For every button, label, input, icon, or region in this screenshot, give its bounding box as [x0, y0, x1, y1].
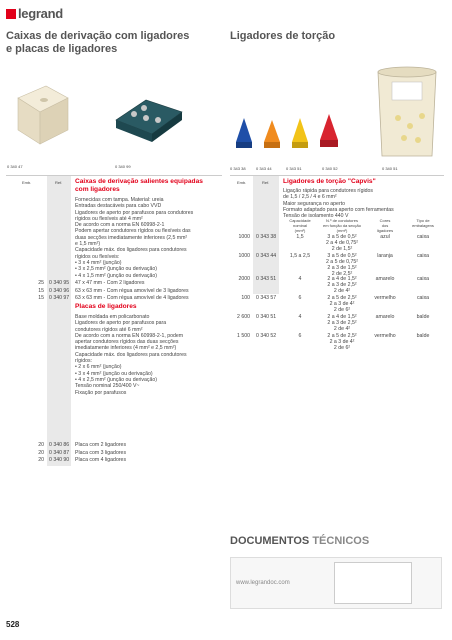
row-emb: 15: [38, 287, 44, 294]
row-packaging: balde: [416, 314, 430, 320]
row-conductors: 2 de 6²: [333, 345, 351, 351]
row-conductors: 2 a 3 de 2,5²: [327, 320, 357, 326]
doc-title-a: DOCUMENTOS: [230, 535, 310, 547]
twist-connector-yellow: [292, 118, 308, 148]
photo-caption: 0 340 51: [382, 166, 398, 171]
row-capacity: 1,5: [296, 234, 304, 240]
row-desc: 63 x 63 mm - Com régua amovível de 4 ligadores: [75, 295, 189, 302]
table-rule: [6, 175, 222, 176]
row-emb: 20: [38, 442, 44, 448]
legrand-logo: [6, 6, 63, 21]
description-line: rígidos:: [75, 358, 93, 365]
legrandoc-link[interactable]: www.legrandoc.com: [236, 580, 290, 586]
photo-caption: 0 340 52: [322, 166, 338, 171]
row-emb: 25: [38, 280, 44, 286]
row-ref: 0 340 51: [256, 314, 277, 320]
row-emb: 2 600: [237, 314, 250, 320]
doc-title-b: TÉCNICOS: [312, 535, 370, 547]
row-color: amarelo: [375, 276, 395, 282]
row-capacity: 6: [298, 295, 302, 301]
terminal-block-image: [116, 100, 182, 142]
row-capacity: 4: [298, 314, 302, 320]
row-desc: Placa com 2 ligadores: [75, 442, 127, 448]
photo-caption: 0 340 47: [7, 164, 23, 169]
section-description: [75, 314, 225, 396]
col-header-emb: Emb.: [22, 180, 32, 185]
title-left-line-2: e placas de ligadores: [6, 43, 118, 55]
description-line: • 4 x 2,5 mm² (junção ou derivação): [75, 376, 157, 383]
product-photos-left: [6, 60, 206, 160]
row-capacity: 6: [298, 333, 302, 339]
section-heading: Placas de ligadores: [75, 303, 137, 310]
row-conductors: 2 de 6²: [333, 307, 351, 313]
description-line: Fixação por parafusos: [75, 389, 127, 396]
col-header-line: Cores: [379, 218, 391, 223]
col-header-line: ligadores: [376, 227, 394, 233]
section-title-left: [6, 30, 206, 56]
description-line: • 4 x 1,5 mm² (junção ou derivação): [75, 272, 157, 279]
row-packaging: caixa: [416, 253, 430, 259]
document-preview-thumbnail: [334, 562, 412, 604]
row-packaging: caixa: [416, 295, 430, 301]
row-conductors: 2 de 4²: [333, 288, 351, 294]
description-line: Podem apertar condutores rígidos ou flexíveis das: [75, 228, 191, 235]
row-emb: 15: [38, 295, 44, 302]
logo-text: legrand: [18, 6, 63, 21]
col-header-line: (mm²): [336, 227, 348, 233]
description-line: Capacidade máx. dos ligadores para condutores: [75, 351, 187, 358]
row-emb: 1000: [238, 234, 250, 240]
description-line: rígidos ou flexíveis até 4 mm²: [75, 215, 143, 222]
description-line: apertar condutores rígidos das duas secções: [75, 339, 179, 346]
ref-column-bg: [47, 176, 71, 466]
row-ref: 0 343 38: [256, 234, 277, 240]
col-header-colors: [370, 219, 400, 233]
row-color: azul: [380, 234, 390, 240]
row-conductors: 2 de 1,5²: [331, 246, 353, 252]
photo-caption: 0 340 99: [115, 164, 131, 169]
description-line: • 3 x 4 mm² (junção ou derivação): [75, 370, 153, 377]
row-conductors: 3 a 5 de 0,5²: [327, 234, 357, 240]
description-line: • 2 x 6 mm² (junção): [75, 364, 122, 371]
row-desc: Placa com 3 ligadores: [75, 449, 127, 456]
row-emb: 1000: [238, 253, 250, 259]
row-ref: 0 340 90: [49, 457, 70, 464]
twist-connector-blue: [236, 118, 252, 148]
description-line: Tensão nominal 250/400 V~: [75, 383, 140, 390]
twist-connector-red: [320, 114, 338, 147]
description-line: de 1,5 / 2,5 / 4 e 6 mm²: [283, 194, 337, 201]
connector-bucket-image: [378, 67, 436, 156]
col-header-line: Capacidade: [289, 218, 311, 223]
row-conductors: 2 a 5 de 0,75²: [325, 259, 358, 265]
description-line: rígidos ou flexíveis:: [75, 253, 120, 260]
row-ref: 0 340 96: [49, 287, 70, 294]
description-line: duas secções imediatamente inferiores (2,5 mm²: [75, 234, 188, 241]
page-number: 528: [6, 620, 20, 629]
description-line: Ligadores de aperto por parafusos para condutores: [75, 209, 194, 216]
logo-mark: [6, 9, 16, 19]
section-description: [75, 197, 225, 279]
col-header-line: Tipo de: [416, 218, 430, 223]
row-capacity: 1,5 a 2,5: [289, 253, 311, 259]
row-conductors: 2 de 4²: [333, 326, 351, 332]
row-ref: 0 340 95: [49, 280, 70, 286]
twist-connector-orange: [264, 120, 280, 148]
row-desc: 63 x 63 mm - Com régua amovível de 3 ligadores: [75, 287, 189, 294]
row-ref: 0 343 44: [256, 253, 277, 259]
row-ref: 0 340 86: [49, 442, 70, 448]
col-header-emb: Emb.: [237, 180, 247, 185]
row-ref: 0 343 57: [256, 295, 277, 301]
col-header-line: nominal: [292, 222, 307, 228]
col-header-line: dos: [381, 222, 389, 228]
documentos-tecnicos-title: [230, 535, 369, 547]
description-line: Capacidade máx. dos ligadores para condutores: [75, 247, 187, 254]
col-header-line: em função da secção: [322, 222, 362, 228]
row-emb: 100: [241, 295, 250, 301]
description-line: Fornecidas com tampa. Material: ureia: [75, 197, 164, 203]
photo-caption: 0 343 38: [230, 166, 246, 171]
row-color: vermelho: [374, 295, 396, 301]
row-packaging: caixa: [416, 276, 430, 282]
row-conductors: 2 a 5 de 2,5²: [327, 295, 357, 301]
row-emb: 20: [38, 457, 44, 464]
description-line: Formato adaptado para aperto com ferramentas: [283, 206, 394, 213]
row-conductors: 2 a 5 de 2,5²: [327, 333, 357, 339]
title-left-line-1: Caixas de derivação com ligadores: [6, 30, 190, 42]
section-description: [283, 188, 448, 219]
col-header-ref: Ref.: [55, 180, 63, 185]
row-conductors: 2 a 3 de 2,5²: [327, 282, 357, 288]
description-line: e 1,5 mm²): [75, 241, 101, 248]
row-conductors: 3 a 5 de 0,5²: [327, 253, 357, 259]
description-line: • 3 x 2,5 mm² (junção ou derivação): [75, 266, 157, 273]
row-conductors: 2 a 4 de 1,5²: [327, 314, 357, 320]
description-line: Entradas destacáveis para cabo VVD: [75, 203, 162, 210]
row-color: vermelho: [374, 333, 396, 339]
description-line: De acordo com a norma EN 60998-2-1, podem: [75, 332, 184, 339]
description-line: Maior segurança no aperto: [283, 200, 345, 207]
section-heading: Ligadores de torção "Capvis": [283, 178, 376, 185]
row-color: laranja: [377, 253, 393, 259]
description-line: Base moldada em policarbonato: [75, 314, 150, 320]
col-header-conductors: [318, 219, 366, 233]
description-line: imediatamente inferiores (4 mm² e 2,5 mm²): [75, 345, 177, 352]
row-conductors: 2 a 3 de 1,5²: [327, 265, 357, 271]
row-emb: 20: [38, 449, 44, 456]
row-conductors: 2 a 3 de 4²: [329, 301, 355, 307]
row-emb: 2000: [238, 276, 250, 282]
section-title-right: Ligadores de torção: [230, 30, 336, 42]
col-header-line: embalagens: [412, 222, 434, 228]
col-header-line: N.º de condutores: [326, 218, 358, 223]
row-emb: 1 500: [237, 333, 250, 339]
description-line: De acordo com a norma EN 60998-2-1: [75, 222, 165, 229]
col-header-ref: Ref.: [262, 180, 270, 185]
heading-line: Caixas de derivação salientes equipadas: [75, 178, 203, 185]
product-photos-right: [228, 60, 444, 170]
description-line: • 3 x 4 mm² (junção): [75, 259, 122, 266]
row-ref: 0 340 52: [256, 333, 277, 339]
row-conductors: 2 a 4 de 0,75²: [325, 240, 358, 246]
junction-box-image: [18, 86, 68, 144]
row-conductors: 2 a 3 de 4²: [329, 339, 355, 345]
heading-line: com ligadores: [75, 185, 120, 193]
row-desc: 47 x 47 mm - Com 2 ligadores: [75, 280, 145, 286]
row-desc: Placa com 4 ligadores: [75, 457, 127, 464]
col-header-packaging: [402, 219, 444, 229]
row-packaging: caixa: [416, 234, 430, 240]
description-line: Ligadores de aperto por parafusos para: [75, 320, 167, 327]
row-conductors: 2 a 4 de 1,5²: [327, 276, 357, 282]
description-line: Ligação rápida para condutores rígidos: [283, 188, 373, 194]
photo-caption: 0 343 51: [286, 166, 302, 171]
description-line: Tensão de isolamento 440 V: [283, 213, 349, 220]
row-color: amarelo: [375, 314, 395, 320]
row-ref: 0 343 51: [256, 276, 277, 282]
row-ref: 0 340 97: [49, 295, 70, 302]
col-header-line: (mm²): [294, 227, 306, 233]
description-line: condutores rígidos até 6 mm²: [75, 326, 143, 333]
section-heading: [75, 178, 225, 194]
row-packaging: balde: [416, 333, 430, 339]
row-capacity: 4: [298, 276, 302, 282]
photo-caption: 0 343 44: [256, 166, 272, 171]
row-conductors: 2 de 2,5²: [331, 271, 353, 277]
row-ref: 0 340 87: [49, 449, 70, 456]
col-header-capacity: [284, 219, 316, 233]
